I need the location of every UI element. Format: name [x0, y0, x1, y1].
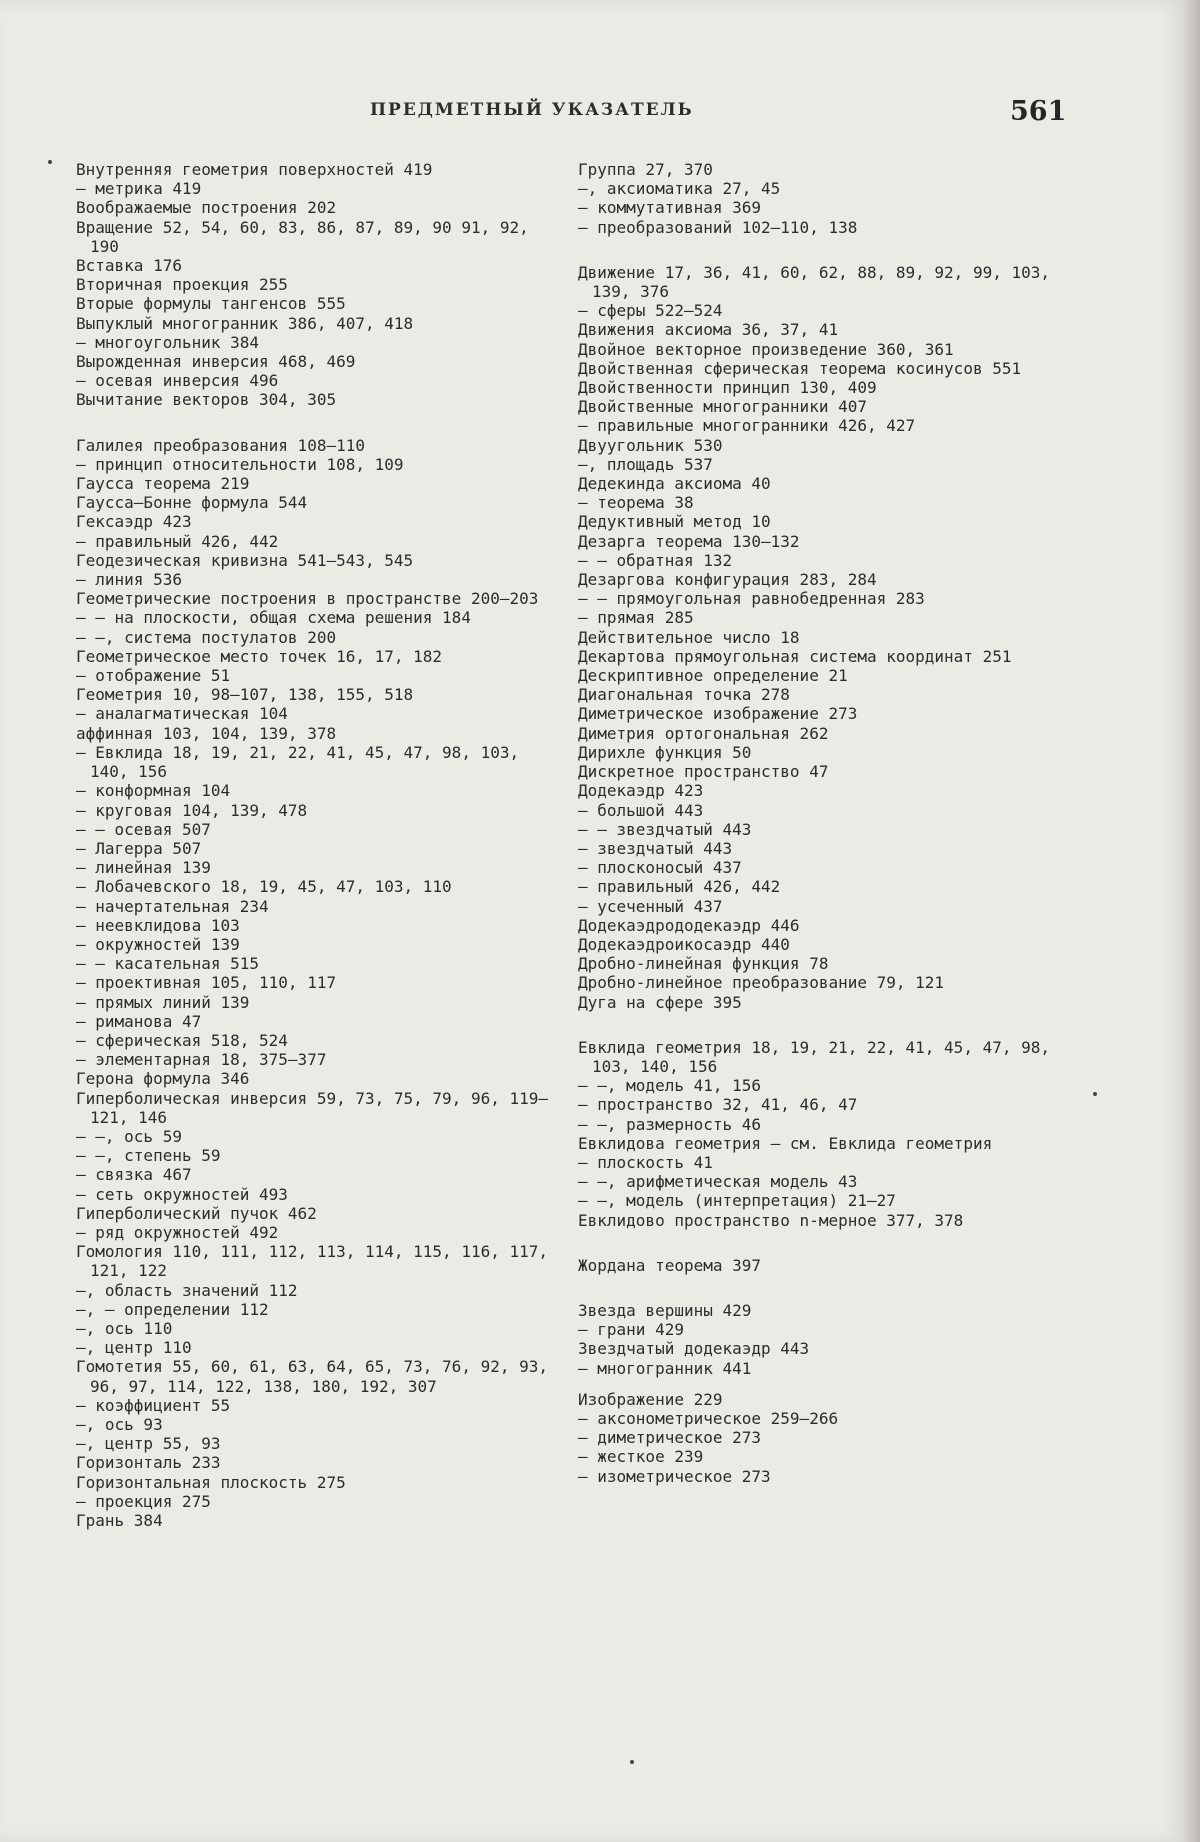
index-entry: — — прямоугольная равнобедренная 283	[578, 589, 925, 609]
index-entry: — правильный 426, 442	[578, 877, 781, 897]
index-entry: — —, размерность 46	[578, 1114, 762, 1134]
index-entry: Группа 27, 370	[578, 160, 713, 179]
index-entry: — — обратная 132	[578, 550, 733, 570]
index-entry: — преобразований 102—110, 138	[578, 217, 858, 237]
index-entry: —, центр 55, 93	[76, 1434, 221, 1454]
index-entry: — линия 536	[76, 570, 182, 590]
index-entry: — метрика 419	[76, 179, 202, 199]
index-entry: — сеть окружностей 493	[76, 1184, 288, 1204]
index-entry: — ряд окружностей 492	[76, 1222, 279, 1242]
section-gap	[76, 410, 566, 436]
index-entry: Гексаэдр 423	[76, 512, 192, 532]
index-entry: — Лагерра 507	[76, 838, 202, 858]
index-entry: — неевклидова 103	[76, 915, 240, 935]
index-entry: — — касательная 515	[76, 954, 260, 974]
index-entry: Дробно-линейная функция 78	[578, 954, 829, 974]
index-entry: — звездчатый 443	[578, 838, 733, 858]
index-entry: — проективная 105, 110, 117	[76, 973, 337, 993]
index-entry: — принцип относительности 108, 109	[76, 454, 404, 474]
index-entry: — жесткое 239	[578, 1447, 704, 1467]
index-entry: Геометрические построения в пространстве 200—203	[76, 589, 539, 609]
index-entry: —, центр 110	[76, 1338, 192, 1358]
index-entry: Евклидово пространство n-мерное 377, 378	[578, 1210, 964, 1230]
index-entry: Гомология 110, 111, 112, 113, 114, 115, 116, 117, 121, 122	[76, 1242, 549, 1281]
index-entry: аффинная 103, 104, 139, 378	[76, 723, 337, 743]
index-entry: — окружностей 139	[76, 934, 240, 954]
index-entry: Диметрия ортогональная 262	[578, 723, 829, 743]
index-entry: Вторые формулы тангенсов 555	[76, 294, 346, 314]
index-entry: Додекаэдроикосаэдр 440	[578, 934, 790, 954]
index-entry: — —, арифметическая модель 43	[578, 1172, 858, 1192]
page-edge-shadow	[1185, 0, 1200, 1842]
index-entry: Дезарга теорема 130—132	[578, 531, 800, 551]
index-entry: Горизонтальная плоскость 275	[76, 1472, 346, 1492]
print-speck	[1093, 1092, 1097, 1096]
index-entry: Вырожденная инверсия 468, 469	[76, 352, 356, 372]
index-entry: — —, модель 41, 156	[578, 1076, 762, 1096]
index-entry: Двуугольник 530	[578, 435, 723, 455]
index-entry: — изометрическое 273	[578, 1466, 771, 1486]
index-entry: Действительное число 18	[578, 627, 800, 647]
print-speck	[630, 1760, 634, 1764]
index-entry: — плосконосый 437	[578, 858, 742, 878]
index-entry: Геометрическое место точек 16, 17, 182	[76, 646, 443, 666]
index-entry: Гиперболический пучок 462	[76, 1203, 317, 1223]
index-entry: Вторичная проекция 255	[76, 275, 288, 295]
index-entry: Изображение 229	[578, 1389, 723, 1409]
index-entry: Двойственные многогранники 407	[578, 397, 867, 417]
index-entry: — —, степень 59	[76, 1146, 221, 1166]
index-entry: Двойственности принцип 130, 409	[578, 378, 877, 398]
index-entry: —, область значений 112	[76, 1280, 298, 1300]
index-entry: —, площадь 537	[578, 454, 713, 474]
index-entry: Декартова прямоугольная система координат 251	[578, 646, 1012, 666]
index-entry: — конформная 104	[76, 781, 231, 801]
section-gap	[578, 1275, 1098, 1301]
index-entry: — — звездчатый 443	[578, 819, 752, 839]
index-entry: — — на плоскости, общая схема решения 184	[76, 608, 471, 628]
index-entry: —, ось 93	[76, 1415, 163, 1434]
index-entry: Дискретное пространство 47	[578, 762, 829, 782]
index-entry: Гомотетия 55, 60, 61, 63, 64, 65, 73, 76, 92, 93, 96, 97, 114, 122, 138, 180, 192, 307	[76, 1357, 549, 1396]
index-entry: — диметрическое 273	[578, 1428, 762, 1448]
index-entry: — начертательная 234	[76, 896, 269, 916]
index-entry: Дедекинда аксиома 40	[578, 474, 771, 494]
index-entry: — — осевая 507	[76, 819, 211, 839]
index-entry: Геодезическая кривизна 541—543, 545	[76, 550, 414, 570]
index-entry: Воображаемые построения 202	[76, 198, 337, 218]
index-entry: Звездчатый додекаэдр 443	[578, 1339, 810, 1359]
page-number: 561	[1010, 96, 1067, 127]
index-entry: Диметрическое изображение 273	[578, 704, 858, 724]
index-entry: — аналагматическая 104	[76, 704, 288, 724]
index-entry: — риманова 47	[76, 1011, 202, 1031]
index-column-right	[578, 160, 1098, 1486]
index-entry: — правильный 426, 442	[76, 531, 279, 551]
index-entry: — осевая инверсия 496	[76, 371, 279, 391]
index-entry: —, — определении 112	[76, 1299, 269, 1319]
index-entry: Жордана теорема 397	[578, 1255, 762, 1275]
index-entry: Галилея преобразования 108—110	[76, 435, 365, 455]
index-entry: — сферическая 518, 524	[76, 1030, 288, 1050]
index-entry: Вставка 176	[76, 256, 182, 276]
section-gap	[578, 1012, 1098, 1038]
index-entry: — многогранник 441	[578, 1358, 752, 1378]
index-entry: Звезда вершины 429	[578, 1300, 752, 1320]
index-entry: Додекаэдрододекаэдр 446	[578, 915, 800, 935]
index-entry: — элементарная 18, 375—377	[76, 1050, 327, 1070]
index-entry: — круговая 104, 139, 478	[76, 800, 308, 820]
index-entry: — теорема 38	[578, 493, 694, 513]
index-entry: — аксонометрическое 259—266	[578, 1408, 839, 1428]
index-entry: Движения аксиома 36, 37, 41	[578, 320, 839, 340]
index-entry: — линейная 139	[76, 858, 211, 878]
index-entry: — грани 429	[578, 1320, 684, 1340]
index-entry: — усеченный 437	[578, 896, 723, 916]
index-entry: Дезаргова конфигурация 283, 284	[578, 570, 877, 590]
index-entry: Движение 17, 36, 41, 60, 62, 88, 89, 92, 99, 103, 139, 376	[578, 262, 1051, 302]
index-entry: — —, ось 59	[76, 1126, 182, 1146]
section-gap	[578, 1378, 1098, 1390]
index-entry: Дедуктивный метод 10	[578, 512, 771, 532]
index-entry: Герона формула 346	[76, 1069, 250, 1089]
index-entry: Геометрия 10, 98—107, 138, 155, 518	[76, 685, 414, 705]
index-entry: Вычитание векторов 304, 305	[76, 390, 337, 410]
index-entry: Дуга на сфере 395	[578, 992, 742, 1012]
index-entry: Грань 384	[76, 1511, 163, 1531]
index-entry: — пространство 32, 41, 46, 47	[578, 1095, 858, 1115]
index-entry: — большой 443	[578, 800, 704, 820]
index-entry: —, аксиоматика 27, 45	[578, 179, 781, 199]
index-entry: Диагональная точка 278	[578, 685, 790, 705]
index-entry: — прямых линий 139	[76, 992, 250, 1012]
index-entry: — плоскость 41	[578, 1152, 713, 1172]
print-speck	[48, 160, 52, 164]
index-entry: Вращение 52, 54, 60, 83, 86, 87, 89, 90 91, 92, 190	[76, 217, 529, 256]
index-entry: — —, система постулатов 200	[76, 627, 337, 647]
index-entry: Додекаэдр 423	[578, 781, 704, 801]
index-entry: Гаусса теорема 219	[76, 474, 250, 494]
index-entry: Дробно-линейное преобразование 79, 121	[578, 973, 945, 993]
index-entry: — связка 467	[76, 1165, 192, 1185]
index-entry: Евклида геометрия 18, 19, 21, 22, 41, 45, 47, 98, 103, 140, 156	[578, 1037, 1051, 1076]
section-gap	[578, 237, 1098, 263]
index-entry: — —, модель (интерпретация) 21—27	[578, 1191, 896, 1211]
index-entry: —, ось 110	[76, 1318, 173, 1338]
index-entry: — прямая 285	[578, 608, 694, 628]
index-entry: — Евклида 18, 19, 21, 22, 41, 45, 47, 98, 103, 140, 156	[76, 742, 520, 782]
index-entry: Горизонталь 233	[76, 1453, 221, 1473]
section-gap	[578, 1230, 1098, 1256]
index-entry: Дескриптивное определение 21	[578, 666, 848, 686]
index-entry: — многоугольник 384	[76, 332, 260, 352]
index-entry: — коммутативная 369	[578, 198, 762, 218]
index-entry: Выпуклый многогранник 386, 407, 418	[76, 313, 414, 333]
index-entry: — коэффициент 55	[76, 1395, 231, 1415]
index-entry: Гиперболическая инверсия 59, 73, 75, 79, 96, 119—121, 146	[76, 1088, 549, 1127]
index-entry: — Лобачевского 18, 19, 45, 47, 103, 110	[76, 877, 452, 897]
index-entry: — правильные многогранники 426, 427	[578, 416, 916, 436]
index-entry: Внутренняя геометрия поверхностей 419	[76, 160, 433, 179]
index-entry: Гаусса—Бонне формула 544	[76, 493, 308, 513]
index-entry: — отображение 51	[76, 666, 231, 686]
index-entry: Двойное векторное произведение 360, 361	[578, 339, 954, 359]
index-entry: — сферы 522—524	[578, 301, 723, 321]
index-entry: Двойственная сферическая теорема косинусов 551	[578, 358, 1022, 378]
index-column-left	[76, 160, 566, 1530]
running-header: ПРЕДМЕТНЫЙ УКАЗАТЕЛЬ	[370, 100, 694, 120]
index-entry: Евклидова геометрия — см. Евклида геометрия	[578, 1133, 993, 1153]
index-entry: Дирихле функция 50	[578, 742, 752, 762]
index-entry: — проекция 275	[76, 1491, 211, 1511]
